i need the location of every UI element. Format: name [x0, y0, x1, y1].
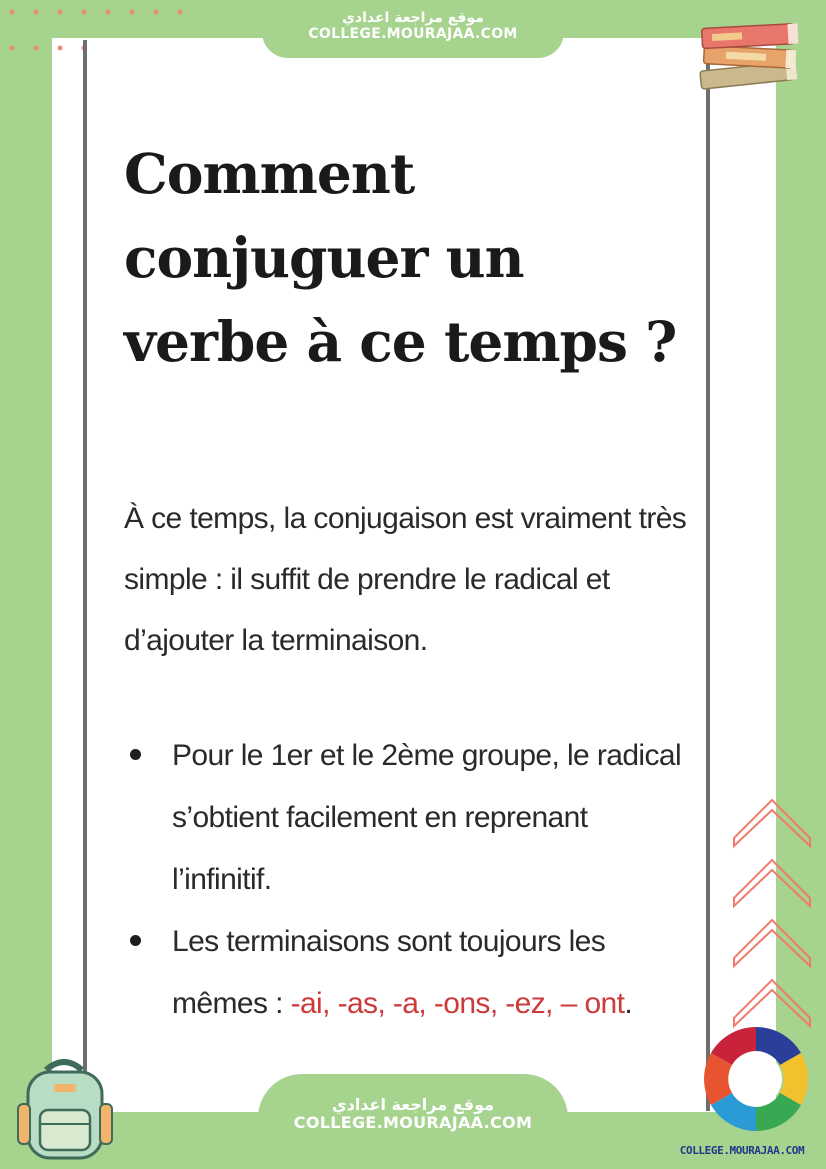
backpack-icon — [10, 1052, 118, 1164]
school-logo-icon — [694, 1024, 820, 1132]
list-item-text: Les terminaisons sont toujours les mêmes : — [172, 925, 606, 1020]
list-item-text: Pour le 1er et le 2ème groupe, le radical s’obtient facilement en reprenant l’infinitif. — [172, 739, 682, 896]
header-site-arabic: موقع مراجعة اعدادي — [342, 10, 484, 26]
list-item-suffix: . — [624, 987, 633, 1020]
rules-list — [124, 725, 694, 1035]
page-title: Comment conjuguer un verbe à ce temps ? — [124, 141, 677, 374]
header-banner — [262, 2, 564, 58]
chevron-up-icon — [724, 790, 820, 1030]
list-item — [124, 911, 694, 1035]
endings-highlight: -ai, -as, -a, -ons, -ez, – ont — [290, 987, 625, 1020]
list-item — [124, 725, 694, 911]
footer-banner — [258, 1074, 568, 1169]
footer-site-url[interactable]: COLLEGE.MOURAJAA.COM — [293, 1113, 533, 1133]
logo-caption: COLLEGE.MOURAJAA.COM — [679, 1144, 805, 1157]
footer-site-arabic: موقع مراجعة اعدادي — [331, 1095, 495, 1114]
header-site-url[interactable]: COLLEGE.MOURAJAA.COM — [308, 26, 518, 43]
left-border-line — [83, 40, 87, 1111]
bullet-icon — [130, 749, 141, 760]
bullet-icon — [130, 935, 141, 946]
right-border-line — [706, 40, 710, 1111]
books-icon — [690, 10, 808, 96]
intro-paragraph: À ce temps, la conjugaison est vraiment très simple : il suffit de prendre le radical et d’ajouter la terminaison. — [124, 502, 687, 657]
